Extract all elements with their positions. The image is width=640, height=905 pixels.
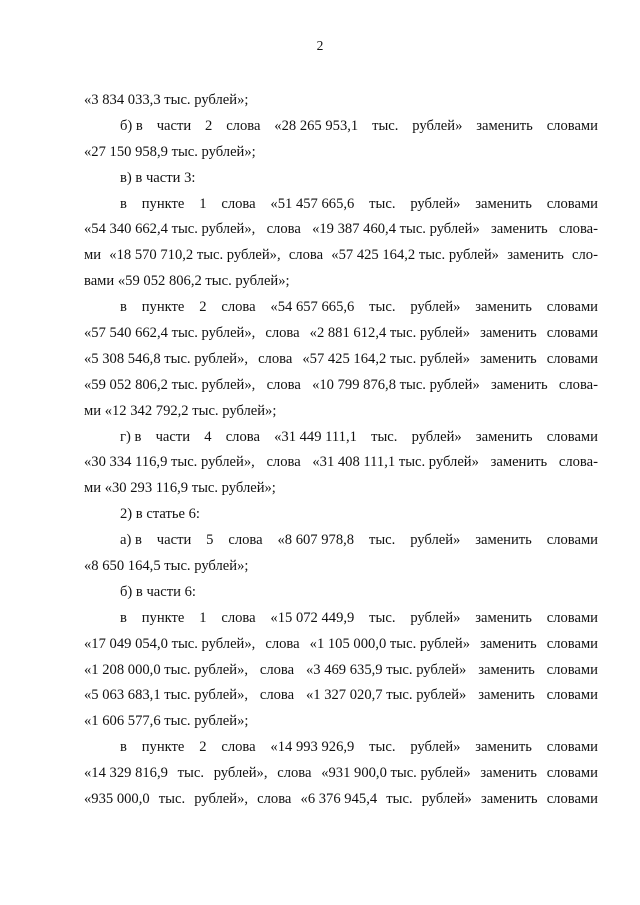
- text-word: словами: [546, 299, 598, 316]
- text-line: [84, 114, 598, 140]
- text-line: [84, 88, 598, 114]
- text-word: сло-: [572, 247, 598, 264]
- text-word: заменить: [491, 221, 548, 238]
- text-word: заменить: [475, 195, 532, 212]
- text-line: [84, 425, 598, 451]
- text-word: 2: [199, 739, 207, 756]
- text-run: «3 834 033,3 тыс. рублей»;: [84, 92, 249, 108]
- text-word: в: [120, 195, 127, 212]
- text-line: [84, 632, 598, 658]
- paragraph: [84, 580, 598, 606]
- text-word: заменить: [476, 117, 533, 134]
- text-word: словами: [546, 661, 598, 678]
- text-line: [84, 606, 598, 632]
- text-word: тыс.: [369, 739, 396, 756]
- text-word: слова: [221, 195, 256, 212]
- paragraph: [84, 425, 598, 503]
- text-word: «1 327 020,7 тыс. рублей»: [305, 687, 467, 704]
- text-word: 1: [199, 195, 207, 212]
- text-word: рублей»,: [194, 791, 249, 808]
- text-word: слова: [259, 661, 295, 678]
- text-word: рублей»: [421, 791, 472, 808]
- text-word: слова: [221, 299, 256, 316]
- text-word: слова: [265, 635, 300, 652]
- text-line: [84, 761, 598, 787]
- text-word: «14 993 926,9: [270, 739, 355, 756]
- paragraph: [84, 192, 598, 296]
- paragraph: [84, 166, 598, 192]
- text-line: [84, 735, 598, 761]
- text-word: рублей»,: [213, 765, 268, 782]
- text-word: в: [120, 609, 127, 626]
- document-body: [84, 88, 598, 813]
- text-word: тыс.: [368, 532, 396, 549]
- text-run: «1 606 577,6 тыс. рублей»;: [84, 713, 249, 730]
- text-word: 4: [204, 428, 212, 445]
- text-word: 1: [199, 609, 207, 626]
- text-word: словами: [546, 687, 598, 704]
- text-word: слова: [228, 532, 263, 549]
- text-word: заменить: [475, 609, 532, 626]
- text-word: «6 376 945,4: [300, 791, 378, 808]
- text-word: пункте: [141, 609, 185, 626]
- text-line: [84, 295, 598, 321]
- text-run: б) в части 6:: [120, 583, 196, 600]
- text-word: тыс.: [177, 765, 204, 782]
- text-word: словами: [546, 428, 598, 445]
- text-run: «27 150 958,9 тыс. рублей»;: [84, 143, 256, 160]
- text-word: слова: [266, 376, 301, 393]
- paragraph: [84, 502, 598, 528]
- text-line: [84, 683, 598, 709]
- text-word: «59 052 806,2 тыс. рублей»,: [84, 376, 256, 393]
- text-word: слова-: [558, 221, 598, 238]
- text-word: «3 469 635,9 тыс. рублей»: [305, 661, 467, 678]
- text-word: заменить: [480, 635, 537, 652]
- text-run: ми «30 293 116,9 тыс. рублей»;: [84, 480, 276, 497]
- text-line: [84, 321, 598, 347]
- text-word: словами: [546, 791, 598, 808]
- text-word: словами: [546, 609, 598, 626]
- text-word: рублей»: [411, 428, 462, 445]
- paragraph: [84, 295, 598, 424]
- text-word: «18 570 710,2 тыс. рублей»,: [109, 247, 281, 264]
- text-word: заменить: [478, 661, 535, 678]
- text-line: [84, 347, 598, 373]
- text-word: «57 540 662,4 тыс. рублей»,: [84, 325, 256, 342]
- paragraph: [84, 606, 598, 735]
- text-word: заменить: [480, 791, 538, 808]
- text-word: словами: [546, 765, 598, 782]
- text-word: рублей»: [410, 299, 461, 316]
- text-word: «14 329 816,9: [84, 765, 168, 782]
- text-word: «1 208 000,0 тыс. рублей»,: [84, 661, 249, 678]
- text-word: заменить: [480, 325, 537, 342]
- text-line: [84, 580, 598, 606]
- text-word: тыс.: [371, 428, 398, 445]
- text-line: [84, 450, 598, 476]
- text-word: «57 425 164,2 тыс. рублей»: [302, 350, 471, 367]
- text-word: в: [120, 739, 127, 756]
- text-word: слова: [221, 609, 256, 626]
- text-line: [84, 709, 598, 735]
- text-word: слова: [277, 765, 312, 782]
- paragraph: [84, 735, 598, 813]
- text-word: заменить: [475, 299, 532, 316]
- text-word: «31 408 111,1 тыс. рублей»: [312, 454, 479, 471]
- text-word: пункте: [141, 739, 185, 756]
- text-run: ми «12 342 792,2 тыс. рублей»;: [84, 402, 277, 419]
- text-word: «31 449 111,1: [274, 428, 357, 445]
- text-word: рублей»: [412, 117, 463, 134]
- text-word: а) в: [120, 532, 142, 549]
- text-word: ми: [84, 247, 102, 264]
- text-word: тыс.: [369, 299, 396, 316]
- text-line: [84, 243, 598, 269]
- text-word: заменить: [507, 247, 564, 264]
- text-word: тыс.: [369, 195, 396, 212]
- text-line: [84, 528, 598, 554]
- text-word: словами: [546, 117, 598, 134]
- text-word: «931 900,0 тыс. рублей»: [321, 765, 471, 782]
- text-word: «57 425 164,2 тыс. рублей»: [331, 247, 499, 264]
- text-line: [84, 399, 598, 425]
- text-word: «19 387 460,4 тыс. рублей»: [312, 221, 480, 238]
- text-run: «8 650 164,5 тыс. рублей»;: [84, 558, 249, 575]
- text-run: вами «59 052 806,2 тыс. рублей»;: [84, 273, 290, 290]
- text-word: тыс.: [386, 791, 413, 808]
- text-word: рублей»: [410, 532, 461, 549]
- paragraph: [84, 114, 598, 166]
- text-word: пункте: [141, 195, 185, 212]
- text-word: 2: [205, 117, 213, 134]
- text-word: заменить: [475, 532, 532, 549]
- text-word: 2: [199, 299, 207, 316]
- text-word: части: [156, 532, 192, 549]
- text-word: части: [156, 117, 192, 134]
- text-line: [84, 787, 598, 813]
- text-word: слова: [226, 117, 261, 134]
- text-word: «17 049 054,0 тыс. рублей»,: [84, 635, 256, 652]
- text-word: словами: [546, 325, 598, 342]
- text-word: слова-: [558, 454, 598, 471]
- text-word: заменить: [490, 454, 548, 471]
- text-word: рублей»: [410, 739, 461, 756]
- text-word: заменить: [478, 687, 535, 704]
- text-word: заменить: [475, 739, 532, 756]
- text-word: тыс.: [158, 791, 186, 808]
- text-word: «51 457 665,6: [270, 195, 355, 212]
- text-word: словами: [546, 739, 598, 756]
- text-word: слова-: [558, 376, 598, 393]
- text-word: словами: [546, 532, 598, 549]
- text-word: слова: [257, 791, 292, 808]
- text-word: заменить: [475, 428, 533, 445]
- text-word: слова: [225, 428, 260, 445]
- text-line: [84, 502, 598, 528]
- text-line: [84, 476, 598, 502]
- text-word: «2 881 612,4 тыс. рублей»: [309, 325, 471, 342]
- text-word: тыс.: [369, 609, 396, 626]
- paragraph: [84, 528, 598, 580]
- text-line: [84, 269, 598, 295]
- text-word: «5 063 683,1 тыс. рублей»,: [84, 687, 249, 704]
- text-word: заменить: [480, 765, 537, 782]
- text-word: пункте: [141, 299, 185, 316]
- text-line: [84, 658, 598, 684]
- text-word: заменить: [480, 350, 537, 367]
- text-word: слова: [266, 221, 301, 238]
- text-word: «935 000,0: [84, 791, 150, 808]
- text-word: словами: [546, 195, 598, 212]
- text-line: [84, 373, 598, 399]
- text-word: в: [120, 299, 127, 316]
- text-word: «5 308 546,8 тыс. рублей»,: [84, 350, 249, 367]
- text-word: «54 657 665,6: [270, 299, 355, 316]
- text-word: слова: [221, 739, 256, 756]
- paragraph: [84, 88, 598, 114]
- text-run: в) в части 3:: [120, 169, 196, 186]
- text-line: [84, 217, 598, 243]
- text-word: рублей»: [410, 195, 461, 212]
- text-word: «28 265 953,1: [274, 117, 359, 134]
- text-word: «8 607 978,8: [277, 532, 355, 549]
- text-word: слова: [258, 350, 293, 367]
- text-line: [84, 554, 598, 580]
- text-word: словами: [546, 635, 598, 652]
- text-word: словами: [546, 350, 598, 367]
- text-word: г) в: [120, 428, 142, 445]
- text-line: [84, 140, 598, 166]
- text-word: заменить: [491, 376, 548, 393]
- text-run: 2) в статье 6:: [120, 506, 200, 523]
- text-line: [84, 192, 598, 218]
- text-word: «54 340 662,4 тыс. рублей»,: [84, 221, 256, 238]
- text-word: тыс.: [372, 117, 399, 134]
- text-word: рублей»: [410, 609, 461, 626]
- text-word: слова: [259, 687, 295, 704]
- text-word: «30 334 116,9 тыс. рублей»,: [84, 454, 255, 471]
- text-word: слова: [266, 454, 301, 471]
- page-number: 2: [316, 38, 324, 53]
- text-word: слова: [265, 325, 300, 342]
- text-word: 5: [206, 532, 214, 549]
- text-word: «1 105 000,0 тыс. рублей»: [309, 635, 471, 652]
- text-word: «10 799 876,8 тыс. рублей»: [312, 376, 480, 393]
- text-word: слова: [288, 247, 324, 264]
- text-line: [84, 166, 598, 192]
- text-word: «15 072 449,9: [270, 609, 355, 626]
- text-word: б) в: [120, 117, 143, 134]
- text-word: части: [155, 428, 191, 445]
